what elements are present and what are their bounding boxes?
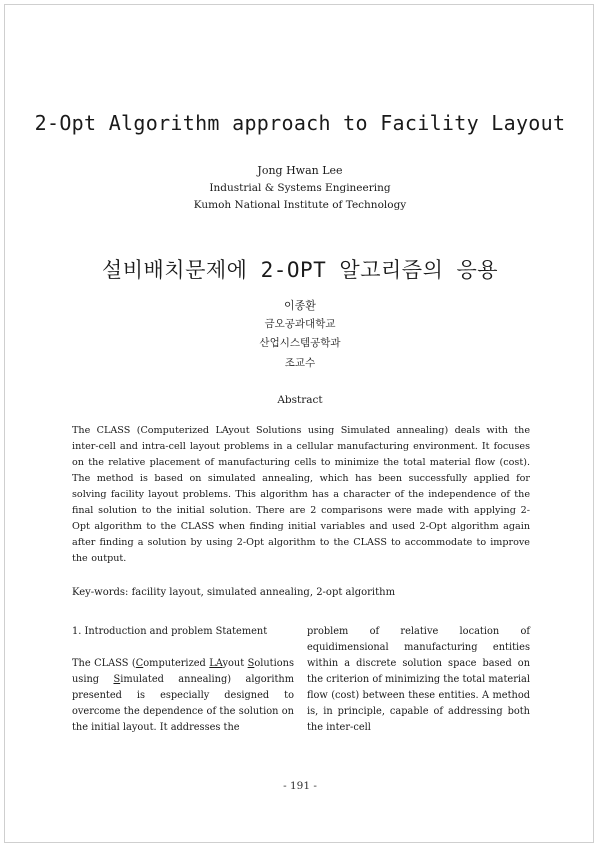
- intro-paragraph-right: problem of relative location of equidimensional manufacturing entities within a discrete solution space based on the criterion of minimizing the total material flow (cost) between these entities. A method is, in principle, capable of addressing both the inter-cell: [307, 626, 530, 733]
- intro-text: The CLASS (: [72, 658, 136, 669]
- intro-underlined-letter: C: [135, 658, 144, 669]
- paper-title: 2-Opt Algorithm approach to Facility Layout: [34, 111, 566, 135]
- korean-affiliation-position: 조교수: [284, 357, 316, 369]
- korean-author-name: 이종환: [284, 299, 316, 312]
- intro-text: yout: [222, 658, 248, 669]
- affiliation-department: Industrial & Systems Engineering: [209, 182, 391, 194]
- abstract-text: The CLASS (Computerized LAyout Solutions using Simulated annealing) deals with the inter-cell and intra-cell layout problems in a cellular manufacturing environment. It focuses on the relative placement of manufacturing cells to minimize the total material flow (cost). The method is based on simulated annealing, which has been successfully applied for solving facility layout problems. This algorithm has a character of the independence of the final solution to the initial solution. There are 2 comparisons were made with applying 2-Opt algorithm to the CLASS when finding initial variables and used 2-Opt algorithm again after finding a solution by using 2-Opt algorithm to the CLASS to accommodate to improve the output.: [72, 425, 530, 564]
- intro-text: olutions using: [72, 658, 294, 685]
- intro-underlined-letter: S: [247, 658, 255, 669]
- intro-underlined-letter: S: [113, 674, 121, 685]
- keywords-line: [72, 587, 530, 598]
- page-number: - 191 -: [283, 780, 317, 792]
- keywords-label: Key-words:: [72, 587, 132, 598]
- author-name: Jong Hwan Lee: [257, 164, 343, 177]
- abstract-heading: Abstract: [277, 394, 323, 406]
- korean-affiliation-university: 금오공과대학교: [264, 318, 336, 330]
- keywords-value: facility layout, simulated annealing, 2-opt algorithm: [131, 587, 396, 598]
- intro-text: imulated annealing) algorithm presented is especially designed to overcome the dependence of the solution on the initial layout. It addresses the: [72, 674, 294, 733]
- section-heading-introduction: 1. Introduction and problem Statement: [72, 626, 268, 637]
- intro-paragraph-left: [72, 656, 294, 736]
- korean-affiliation-department: 산업시스템공학과: [259, 337, 341, 349]
- intro-underlined-letter: LA: [209, 658, 223, 669]
- left-column: [72, 624, 294, 736]
- affiliation-institution: Kumoh National Institute of Technology: [193, 199, 407, 211]
- intro-text: omputerized: [143, 658, 210, 669]
- korean-title: 설비배치문제에 2-OPT 알고리즘의 응용: [101, 258, 499, 282]
